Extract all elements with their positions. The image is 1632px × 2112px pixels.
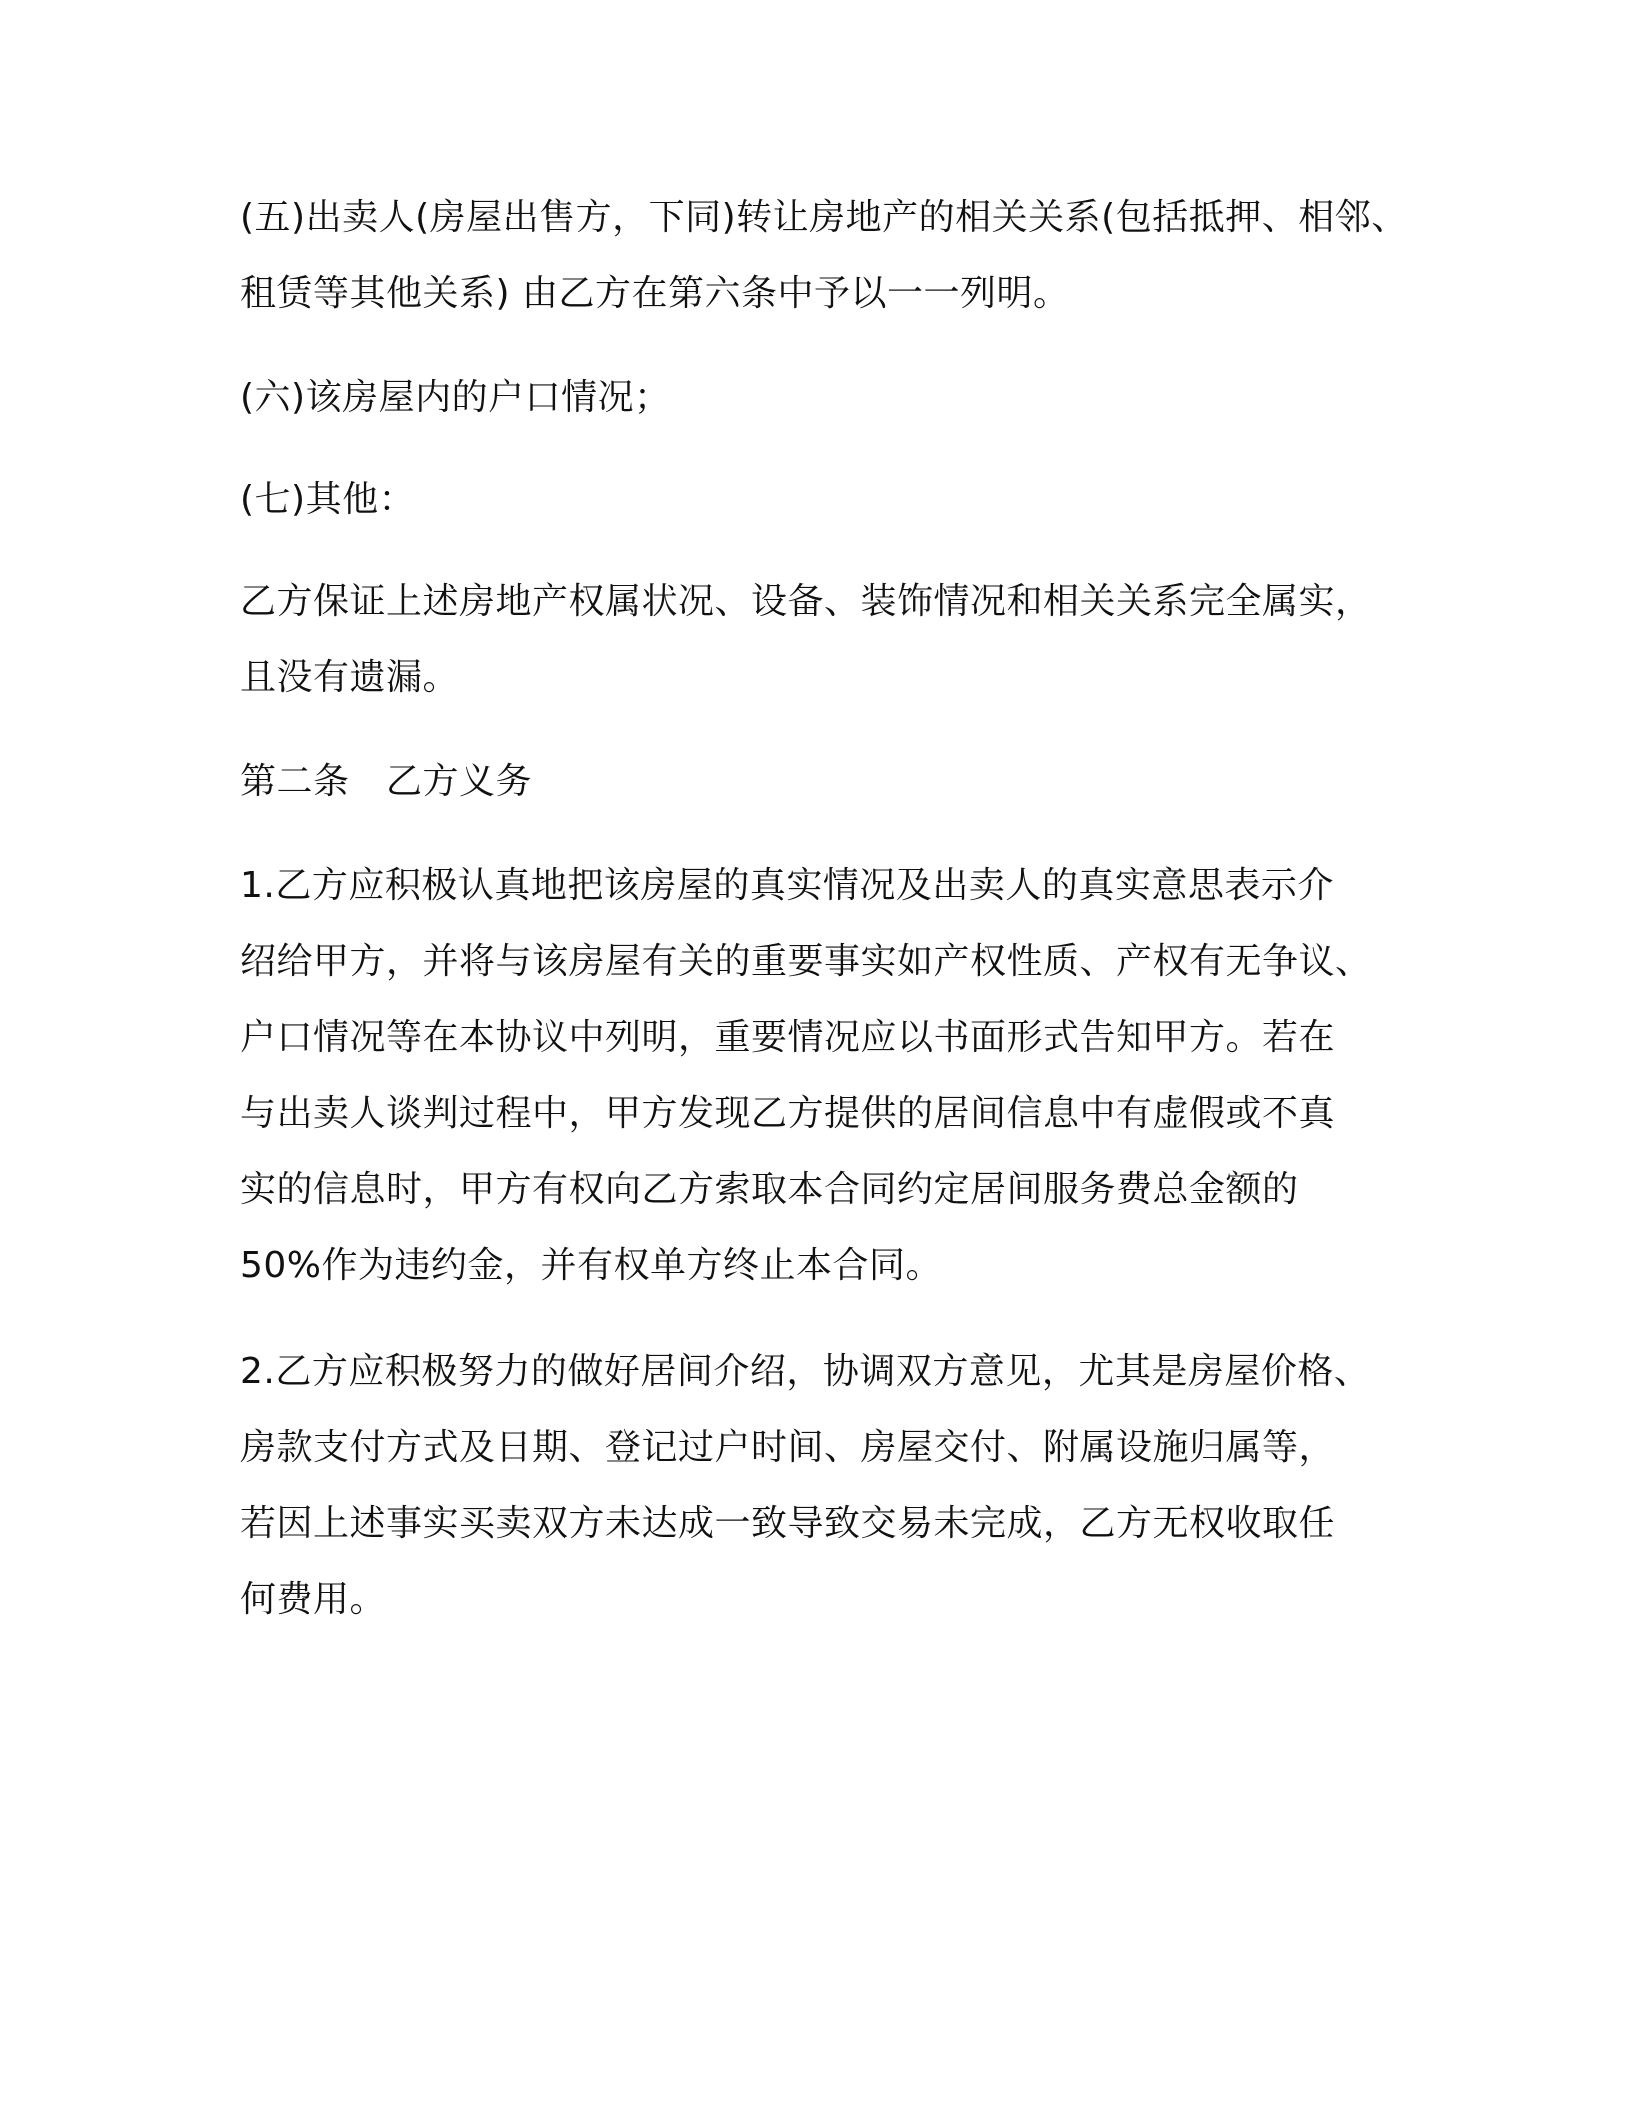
text-line: (六)该房屋内的户口情况；: [240, 377, 671, 418]
text-line: 1.乙方应积极认真地把该房屋的真实情况及出卖人的真实意思表示介: [240, 865, 1334, 906]
text-line: 若因上述事实买卖双方未达成一致导致交易未完成，乙方无权收取任: [240, 1503, 1336, 1544]
text-line: 房款支付方式及日期、登记过户时间、房屋交付、附属设施归属等，: [240, 1427, 1336, 1468]
text-line: 何费用。: [240, 1579, 387, 1620]
text-line: 50%作为违约金，并有权单方终止本合同。: [240, 1245, 943, 1286]
text-line: 户口情况等在本协议中列明，重要情况应以书面形式告知甲方。若在: [240, 1017, 1336, 1058]
text-line: (五)出卖人(房屋出售方，下同)转让房地产的相关关系(包括抵押、相邻、: [240, 197, 1408, 238]
text-line: 绍给甲方，并将与该房屋有关的重要事实如产权性质、产权有无争议、: [240, 941, 1372, 982]
article-heading: 第二条 乙方义务: [240, 761, 533, 802]
text-line: 乙方保证上述房地产权属状况、设备、装饰情况和相关关系完全属实，: [240, 581, 1372, 622]
text-line: 与出卖人谈判过程中，甲方发现乙方提供的居间信息中有虚假或不真: [240, 1093, 1336, 1134]
text-line: 2.乙方应积极努力的做好居间介绍，协调双方意见，尤其是房屋价格、: [240, 1351, 1371, 1392]
text-line: 且没有遗漏。: [240, 657, 460, 698]
text-line: 实的信息时，甲方有权向乙方索取本合同约定居间服务费总金额的: [240, 1169, 1299, 1210]
text-line: (七)其他：: [240, 479, 416, 520]
text-line: 租赁等其他关系) 由乙方在第六条中予以一一列明。: [240, 273, 1070, 314]
